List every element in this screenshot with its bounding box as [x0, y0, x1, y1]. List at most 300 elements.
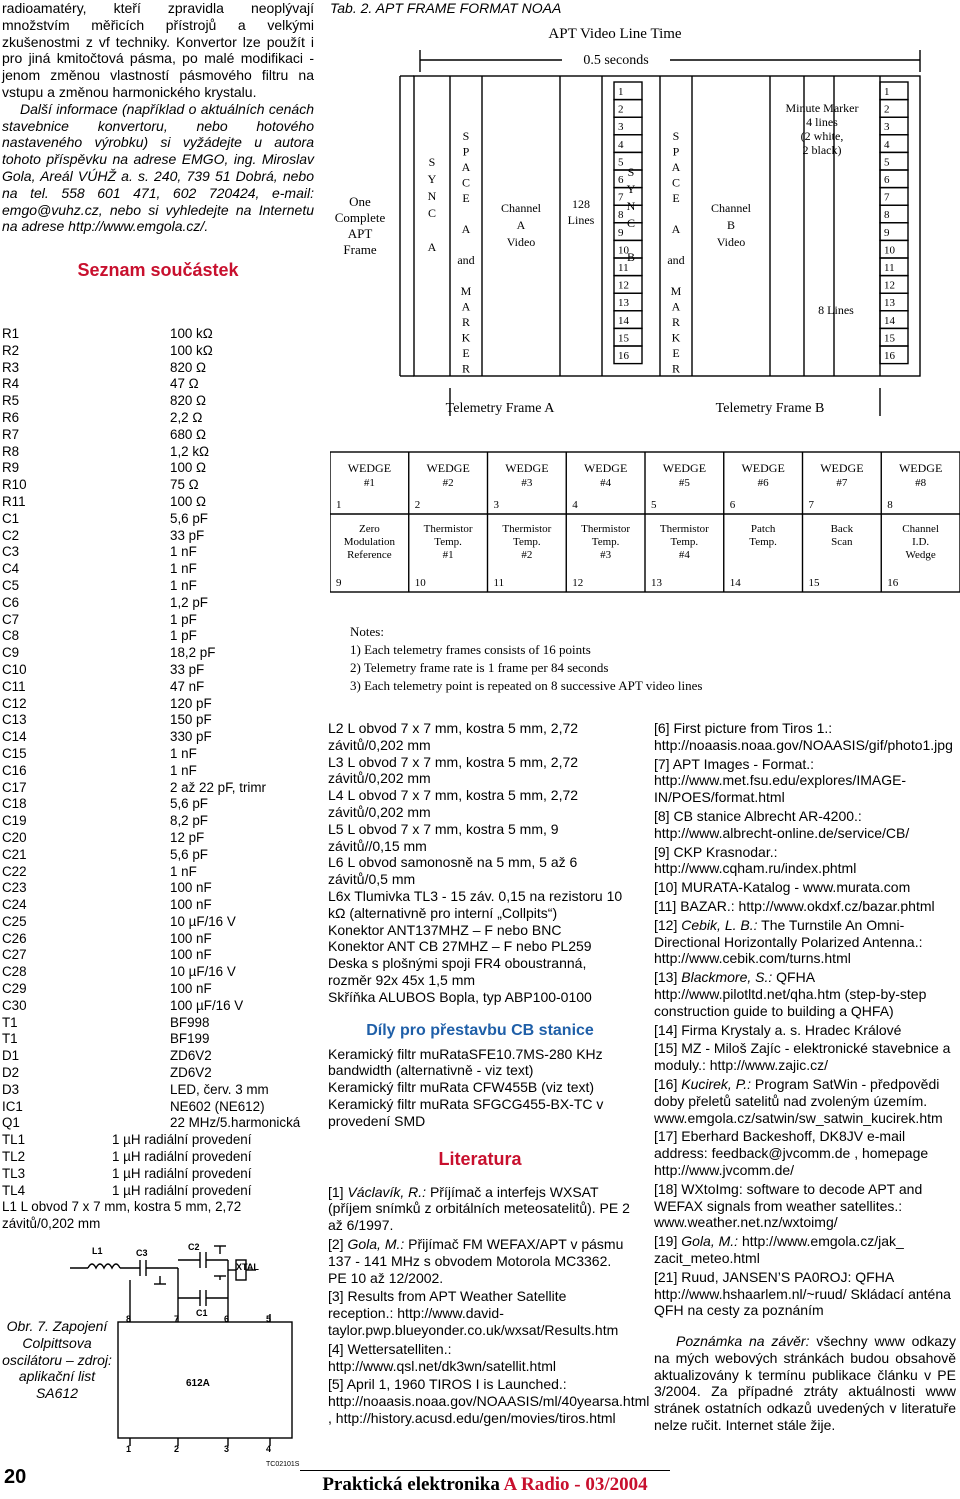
wedge-number-a: 1: [618, 86, 624, 98]
label-ic: 612A: [186, 1378, 210, 1389]
reference-item: [328, 1288, 632, 1338]
part-row: [2, 528, 314, 545]
half-seconds-label: 0.5 seconds: [583, 53, 649, 68]
wedge-index: 3: [493, 499, 499, 511]
space-b-letter: A: [671, 299, 681, 314]
telemetry-point-index: 14: [729, 577, 741, 589]
wedge-number-b: 14: [884, 314, 895, 327]
one-complete-label: Frame: [343, 242, 377, 257]
part-ref: IC1: [2, 1098, 23, 1114]
reference-number: [5]: [328, 1376, 344, 1393]
wedge-number-b: 10: [884, 244, 895, 257]
reference-text: Ruud, JANSEN’S PA0ROJ: QFHA http://www.hshaarlem.nl/~ruud/ Skládací anténa QFH na cesty za poznáním: [654, 1268, 951, 1319]
inductor-l1: [88, 1264, 120, 1268]
part-row: [2, 830, 314, 847]
pin-3: 3: [224, 1444, 230, 1454]
part-row: [2, 376, 314, 393]
wedge-number-a: 16: [618, 350, 629, 362]
part-row: [2, 645, 314, 662]
notes-title: Notes:: [350, 624, 384, 639]
space-a-letter: A: [461, 299, 471, 314]
reference-number: [13]: [654, 969, 678, 986]
wedge-number-a: 12: [618, 279, 629, 292]
label-c1: C1: [196, 1308, 208, 1318]
reference-item: [328, 1184, 632, 1234]
part-value: 100 nF: [170, 947, 212, 963]
reference-author: Gola, M.:: [681, 1233, 739, 1250]
part-ref: R5: [2, 393, 20, 409]
wedge-label: WEDGE: [662, 461, 707, 475]
wedge-number-a: 3: [618, 121, 624, 134]
part-ref: D1: [2, 1048, 20, 1064]
reference-text: Přijímač FM WEFAX/APT v pásmu 137 - 141 MHz s obvodem Motorola MC3362. PE 10 až 12/2002.: [328, 1235, 624, 1286]
part-value: 5,6 pF: [170, 796, 208, 812]
wedge-number-b: 16: [884, 350, 895, 362]
part-value: 75 Ω: [170, 477, 199, 493]
closing-note: [654, 1333, 956, 1434]
part-ref: C5: [2, 577, 20, 593]
wedge-number-b: 15: [884, 332, 895, 345]
reference-author: Václavík, R.:: [347, 1183, 427, 1200]
label-c3: C3: [136, 1248, 148, 1258]
part-ref: T1: [2, 1014, 18, 1030]
telemetry-point-label: Temp.: [591, 536, 620, 548]
telemetry-point-label: Modulation: [343, 536, 396, 548]
part-row: [2, 477, 314, 494]
space-a-letter: A: [461, 160, 471, 174]
wedge-number-a: 13: [618, 297, 629, 310]
wedge-index: 1: [336, 499, 342, 511]
wedge-number-a: 2: [618, 103, 624, 116]
wedge-number-a: 6: [618, 174, 624, 186]
part-row: [2, 679, 314, 696]
part-row: [2, 427, 314, 444]
part-value: 33 pF: [170, 527, 205, 543]
part-row: [2, 595, 314, 612]
reference-number: [7]: [654, 755, 670, 772]
telemetry-point-label: Thermistor: [423, 523, 473, 535]
literature-list-a: [328, 1183, 650, 1427]
table-caption: Tab. 2. APT FRAME FORMAT NOAA: [330, 0, 562, 16]
reference-author: Blackmore, S.:: [681, 969, 773, 986]
coil-item: L2 L obvod 7 x 7 mm, kostra 5 mm, 2,72 závitů/0,202 mm: [328, 720, 579, 753]
part-value: 100 µF/16 V: [170, 997, 244, 1013]
reference-text: MURATA-Katalog - www.murata.com: [681, 879, 911, 896]
reference-item: [654, 1269, 956, 1319]
telemetry-point-index: 16: [887, 577, 899, 589]
reference-number: [6]: [654, 720, 670, 736]
reference-author: Kucirek, P.:: [681, 1075, 752, 1092]
sync-a-letter: S: [428, 155, 436, 169]
reference-item: [654, 1233, 956, 1267]
wedge-num: #2: [442, 477, 454, 489]
pin-1: 1: [126, 1444, 132, 1454]
one-complete-label: Complete: [334, 210, 386, 225]
part-ref: C7: [2, 611, 20, 627]
wedge-num: #5: [678, 477, 690, 489]
left-column: [2, 0, 314, 285]
info-paragraph: Další informace (například o aktuálních cenách stavebnice konvertoru, nebo hotového nastaveného výrobku) si vyžádejte u autora tohoto příspěvku na adrese EMGO, ing. Miroslav Gola, Areál VÚHŽ a. s. 240, 739 51 Dobrá, nebo na tel. 558 601 471, 602 720424, e-mail: emgo@vuhz.cz, nebo si vyhledejte na Internetu na adrese http://www.emgola.cz/.: [2, 100, 314, 235]
wedge-num: #4: [600, 477, 612, 489]
wedge-number-a: 15: [618, 332, 629, 345]
part-value: 1 nF: [170, 762, 197, 778]
space-a-letter: R: [461, 361, 471, 376]
one-complete-label: One: [349, 194, 371, 209]
space-a-letter: K: [461, 330, 471, 345]
space-a-letter: R: [461, 315, 471, 329]
part-ref: C14: [2, 729, 27, 745]
part-row: [2, 947, 314, 964]
space-b-letter: and: [667, 253, 685, 267]
note-line: 3) Each telemetry point is repeated on 8 successive APT video lines: [350, 678, 703, 693]
reference-text: Results from APT Weather Satellite reception.: http://www.david-taylor.pwp.blueyonder.co.uk/wxsat/Results.htm: [328, 1288, 619, 1338]
part-row: [2, 847, 314, 864]
reference-author: Cebik, L. B.:: [681, 916, 758, 933]
space-a-letter: P: [462, 144, 470, 159]
wedge-label: WEDGE: [898, 461, 943, 475]
part-value: ZD6V2: [170, 1065, 212, 1081]
part-value: 1 nF: [170, 745, 197, 761]
part-value: 1 nF: [170, 561, 197, 577]
part-ref: C11: [2, 678, 26, 694]
wedge-number-a: 10: [618, 244, 629, 257]
part-row: [2, 763, 314, 780]
part-value: 5,6 pF: [170, 846, 208, 862]
reference-item: [328, 1376, 650, 1426]
part-row: [2, 1166, 314, 1183]
part-ref: Q1: [2, 1115, 20, 1131]
minute-marker-label: Minute Marker: [785, 101, 859, 115]
space-b-letter: M: [670, 284, 682, 298]
telemetry-point-label: Thermistor: [659, 523, 709, 535]
wedge-index: 7: [808, 499, 814, 511]
note-line: 1) Each telemetry frames consists of 16 points: [350, 642, 591, 657]
part-row: [2, 981, 314, 998]
wedge-num: #8: [915, 477, 927, 489]
part-ref: C13: [2, 712, 27, 728]
space-a-letter: A: [461, 222, 471, 236]
part-ref: R4: [2, 376, 20, 392]
part-ref: C28: [2, 964, 27, 980]
part-value: 1 µH radiální provedení: [112, 1149, 252, 1165]
part-row: [2, 628, 314, 645]
part-value: LED, červ. 3 mm: [170, 1081, 269, 1097]
part-row: [2, 746, 314, 763]
part-row: [2, 1149, 314, 1166]
part-value: 1 µH radiální provedení: [112, 1132, 252, 1148]
part-ref: C9: [2, 645, 20, 661]
footer-issue: - 03/2004: [574, 1474, 648, 1495]
sync-a-letter: N: [427, 189, 437, 203]
part-value: BF199: [170, 1031, 210, 1047]
reference-item: [328, 1341, 632, 1375]
part-row: [2, 561, 314, 578]
part-value: 1 µH radiální provedení: [112, 1182, 252, 1198]
part-ref: C20: [2, 829, 27, 845]
reference-number: [15]: [654, 1040, 678, 1057]
telemetry-point-label: Temp.: [670, 536, 699, 548]
telemetry-point-label: Channel: [902, 523, 939, 535]
telemetry-point-label: Wedge: [905, 549, 936, 561]
sync-a-letter: C: [427, 206, 437, 220]
wedge-number-b: 12: [884, 279, 895, 292]
parts-list: [2, 326, 314, 1233]
part-value: 47 Ω: [170, 376, 199, 392]
pin-4: 4: [266, 1444, 272, 1454]
wedge-label: WEDGE: [820, 461, 864, 475]
part-row: [2, 1099, 314, 1116]
space-b-letter: R: [671, 315, 681, 329]
reference-text: http://www.emgola.cz/jak_ zacit_meteo.html: [654, 1233, 904, 1266]
part-value: 150 pF: [170, 712, 212, 728]
cb-item: Keramický filtr muRata SFGCG455-BX-TC v provedení SMD: [328, 1095, 604, 1129]
part-ref: C21: [2, 846, 27, 862]
part-ref: C26: [2, 930, 27, 946]
telemetry-frame-a: Telemetry Frame A: [445, 401, 555, 416]
coil-item: L4 L obvod 7 x 7 mm, kostra 5 mm, 2,72 závitů/0,202 mm: [328, 787, 579, 820]
reference-item: [654, 1128, 956, 1178]
sync-a-letter: A: [427, 240, 437, 254]
part-value: 18,2 pF: [170, 645, 216, 661]
coil-item: L5 L obvod 7 x 7 mm, kostra 5 mm, 9 závitů//0,15 mm: [328, 820, 559, 854]
minute-marker-label: 2 black): [802, 143, 842, 157]
apt-frame-figure: [330, 16, 960, 704]
telemetry-point-label: Temp.: [434, 536, 462, 548]
reference-item: [654, 1022, 956, 1039]
part-value: 1,2 kΩ: [170, 443, 210, 459]
part-row: [2, 393, 314, 410]
space-b-letter: E: [672, 191, 680, 205]
part-value: 100 nF: [170, 981, 212, 997]
reference-item: [654, 1040, 956, 1074]
wedge-index: 5: [651, 499, 657, 511]
circuit-caption: Obr. 7. Zapojení Colpittsova oscilátoru – zdroj: aplikační list SA612: [2, 1318, 112, 1402]
part-ref: C30: [2, 997, 27, 1013]
part-value: 5,6 pF: [170, 510, 208, 526]
parts-title: Seznam součástek: [77, 260, 239, 281]
wedge-number-b: 4: [884, 138, 890, 151]
part-ref: R8: [2, 443, 20, 459]
part-row: [2, 544, 314, 561]
minute-marker-label: 4 lines: [806, 115, 838, 129]
telemetry-point-label: #4: [678, 549, 690, 561]
channel-a-label: Channel: [501, 201, 541, 215]
wedge-number-b: 2: [884, 103, 890, 116]
part-row-l1: L1 L obvod 7 x 7 mm, kostra 5 mm, 2,72 závitů/0,202 mm: [2, 1199, 242, 1232]
part-value: NE602 (NE612): [170, 1098, 265, 1114]
channel-a-label: Video: [506, 235, 536, 249]
part-row: [2, 343, 314, 360]
line-time-title: APT Video Line Time: [548, 26, 682, 42]
lines-8-label: 8 Lines: [818, 303, 854, 317]
telemetry-point-label: Reference: [347, 549, 392, 561]
telemetry-point-label: #3: [600, 549, 612, 561]
wedge-number-b: 1: [884, 86, 890, 98]
part-row: [2, 1048, 314, 1065]
part-ref: R9: [2, 460, 20, 476]
coil-item: Skříňka ALUBOS Bopla, typ ABP100-0100: [328, 988, 592, 1005]
part-row: [2, 1183, 314, 1200]
part-row: [2, 410, 314, 427]
part-ref: C19: [2, 813, 27, 829]
space-a-letter: E: [462, 191, 470, 205]
reference-item: [654, 917, 956, 967]
part-ref: C8: [2, 628, 20, 644]
reference-number: [14]: [654, 1021, 678, 1038]
wedge-index: 6: [729, 499, 736, 511]
cb-parts-list: [328, 1046, 632, 1130]
telemetry-point-index: 12: [572, 577, 584, 589]
coil-item: L3 L obvod 7 x 7 mm, kostra 5 mm, 2,72 závitů/0,202 mm: [328, 753, 579, 787]
telemetry-point-label: Patch: [750, 523, 776, 535]
part-value: 820 Ω: [170, 359, 207, 375]
reference-number: [2]: [328, 1235, 344, 1252]
reference-number: [10]: [654, 879, 678, 896]
part-row: [2, 696, 314, 713]
part-row: [2, 729, 314, 746]
part-row: [2, 712, 314, 729]
reference-number: [8]: [654, 807, 670, 824]
space-b-letter: C: [671, 175, 681, 190]
part-ref: C15: [2, 745, 27, 761]
reference-number: [11]: [654, 897, 677, 914]
sync-b-letter: N: [626, 199, 636, 213]
telemetry-point-label: Zero: [358, 523, 380, 535]
part-row: [2, 813, 314, 830]
reference-number: [17]: [654, 1128, 678, 1145]
wedge-number-b: 13: [884, 297, 895, 310]
footer-a-radio: A Radio: [503, 1474, 570, 1495]
channel-b-label: B: [726, 218, 736, 232]
part-ref: D3: [2, 1081, 20, 1097]
wedge-label: WEDGE: [741, 461, 785, 475]
telemetry-point-label: Temp.: [513, 536, 541, 548]
reference-text: WXtoImg: software to decode APT and WEFAX signals from weather satellites.: www.weather.net.nz/wxtoimg/: [654, 1180, 923, 1231]
part-ref: R10: [2, 477, 27, 493]
coil-item: Deska s plošnými spoji FR4 oboustranná, rozměr 92x 45x 1,5 mm: [328, 955, 587, 988]
sync-b-letter: Y: [626, 182, 636, 196]
telemetry-point-label: Thermistor: [581, 523, 631, 535]
part-ref: C23: [2, 880, 27, 896]
part-row: [2, 511, 314, 528]
part-value: 1 nF: [170, 544, 197, 560]
wedge-number-a: 11: [618, 262, 629, 274]
reference-item: [654, 808, 956, 842]
pin-2: 2: [174, 1444, 180, 1454]
wedge-number-a: 5: [618, 156, 624, 169]
part-ref: C25: [2, 913, 27, 929]
part-row: [2, 662, 314, 679]
literature-title: Literatura: [438, 1148, 522, 1169]
part-ref: T1: [2, 1031, 18, 1047]
part-row: [2, 964, 314, 981]
space-b-letter: K: [671, 330, 681, 345]
telemetry-point-index: 15: [808, 577, 820, 589]
minute-marker-label: (2 white,: [800, 129, 844, 143]
part-ref: C29: [2, 981, 27, 997]
wedge-num: #1: [363, 477, 375, 489]
wedge-number-a: 14: [618, 314, 629, 327]
reference-text: QFHA http://www.pilotltd.net/qha.htm (step-by-step construction guide to building a QHFA): [654, 969, 927, 1019]
space-b-letter: P: [672, 144, 680, 159]
wedge-label: WEDGE: [583, 461, 628, 475]
note-text: všechny www odkazy na mých webových stránkách budou obsahově aktualizovány k termínu publikace článku v PE 3/2004. Za případné ztráty aktuálnosti www stránek ostatních odkazů uvedených v literatuře nelze ručit. Internet stále žije.: [654, 1333, 957, 1434]
reference-number: [9]: [654, 843, 670, 860]
part-row: [2, 360, 314, 377]
footer: [300, 1470, 670, 1498]
telemetry-point-label: I.D.: [912, 536, 930, 548]
part-row: [2, 494, 314, 511]
part-value: 1 pF: [170, 628, 197, 644]
wedge-num: #6: [757, 477, 769, 489]
part-value: 100 kΩ: [170, 326, 213, 341]
reference-item: [654, 898, 956, 915]
part-value: 100 kΩ: [170, 342, 213, 358]
reference-text: Eberhard Backeshoff, DK8JV e-mail address: feedback@jvcomm.de , homepage http://www.jvcomm.de/: [654, 1128, 929, 1178]
part-value: 100 nF: [170, 930, 212, 946]
reference-item: [654, 720, 956, 754]
pin-6: 6: [224, 1314, 230, 1324]
space-a-letter: M: [460, 284, 472, 298]
part-ref: C12: [2, 695, 27, 711]
wedge-label: WEDGE: [426, 461, 470, 475]
reference-number: [16]: [654, 1075, 678, 1092]
part-value: 1 pF: [170, 611, 197, 627]
part-ref: C17: [2, 779, 27, 795]
reference-text: First picture from Tiros 1.: http://noaasis.noaa.gov/NOAASIS/gif/photo1.jpg: [654, 720, 953, 753]
frame-outline: [414, 76, 920, 376]
reference-text: The Turnstile An Omni-Directional Horizontally Polarized Antenna.: http://www.cebik.com/turns.html: [654, 916, 923, 967]
label-xtal: XTAL: [236, 1262, 259, 1272]
wedge-num: #7: [836, 477, 848, 489]
reference-item: [654, 1076, 956, 1126]
part-row: [2, 444, 314, 461]
part-ref: C16: [2, 762, 27, 778]
part-row: [2, 780, 314, 797]
right-column: [654, 720, 956, 1434]
cb-item: Keramický filtr muRata CFW455B (viz text): [328, 1079, 595, 1096]
label-c2: C2: [188, 1242, 200, 1252]
part-value: 820 Ω: [170, 393, 207, 409]
wedge-number-b: 5: [884, 156, 890, 169]
channel-a-label: A: [516, 218, 526, 232]
part-value: 1 nF: [170, 863, 197, 879]
part-ref: R3: [2, 359, 20, 375]
part-ref: C3: [2, 544, 20, 560]
telemetry-frame-b: Telemetry Frame B: [715, 401, 825, 416]
coil-item: L6x Tlumivka TL3 - 15 záv. 0,15 na rezistoru 10 kΩ (alternativně pro interní „Collpits“): [328, 887, 623, 921]
coil-item: L6 L obvod samonosně na 5 mm, 5 až 6 závitů/0,5 mm: [328, 854, 578, 888]
page-number: 20: [4, 1466, 27, 1488]
wedge-index: 2: [414, 499, 421, 511]
wedge-index: 4: [572, 499, 578, 511]
part-ref: C2: [2, 527, 20, 543]
part-row: [2, 1031, 314, 1048]
reference-text: April 1, 1960 TIROS I is Launched.: http://noaasis.noaa.gov/NOAASIS/ml/40yearsa.html , http://history.acusd.edu/gen/movies/tiros.html: [328, 1376, 650, 1426]
sync-b-letter: S: [627, 165, 635, 179]
part-ref: R11: [2, 493, 26, 509]
channel-b-label: Video: [716, 235, 746, 249]
part-value: 1,2 pF: [170, 594, 208, 610]
space-b-letter: S: [672, 129, 680, 143]
cb-section-title: Díly pro přestavbu CB stanice: [366, 1021, 594, 1039]
telemetry-point-label: Thermistor: [502, 523, 552, 535]
part-row: [2, 998, 314, 1015]
wedge-number-a: 7: [618, 191, 624, 204]
sync-a-letter: Y: [427, 172, 437, 186]
part-ref: R6: [2, 409, 20, 425]
part-value: 12 pF: [170, 829, 205, 845]
